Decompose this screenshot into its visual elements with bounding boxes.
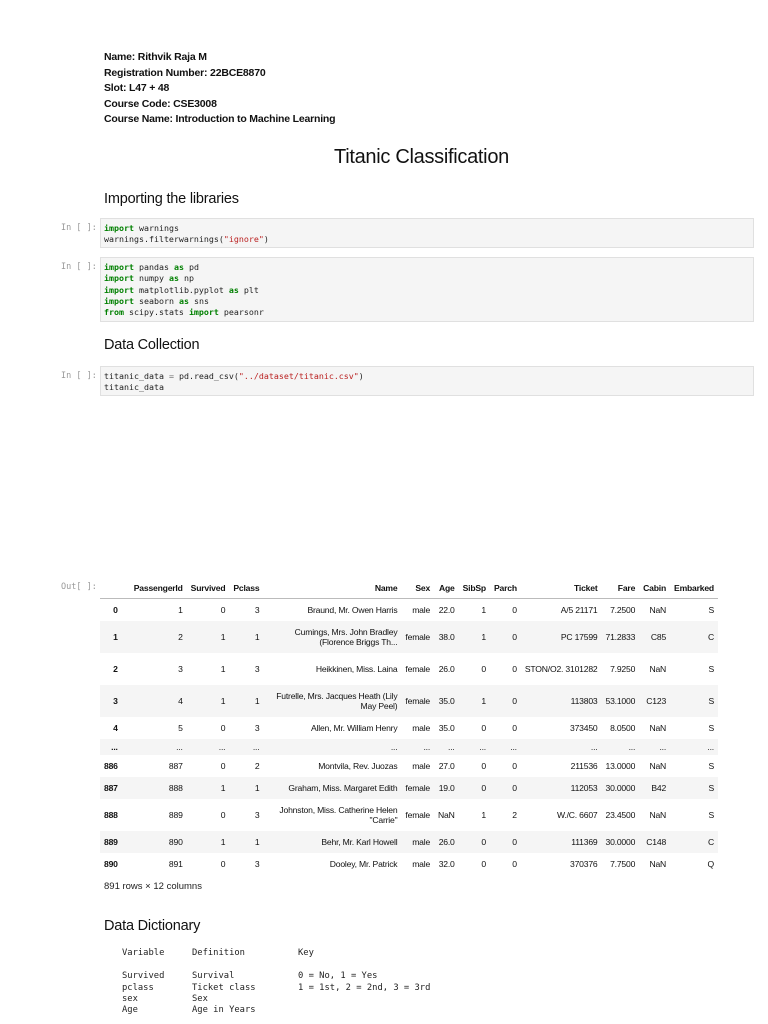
dictionary-cell: Age in Years — [192, 1005, 256, 1016]
dictionary-cell: Survived — [122, 971, 165, 982]
table-cell: 2 — [254, 760, 260, 771]
table-cell: PC 17599 — [560, 631, 598, 642]
table-cell: 889 — [168, 809, 183, 820]
table-cell: female — [405, 663, 431, 674]
table-cell: 30.0000 — [605, 836, 636, 847]
string-literal: "ignore" — [223, 234, 264, 245]
keyword: as — [168, 273, 179, 284]
table-cell: 1 — [220, 782, 226, 793]
table-cell: 0 — [481, 858, 486, 869]
dictionary-header-cell: Definition — [192, 948, 245, 958]
table-cell: ... — [510, 741, 517, 752]
section-heading-dictionary: Data Dictionary — [104, 918, 201, 934]
table-cell: 0 — [512, 858, 517, 869]
dictionary-row — [122, 1005, 458, 1016]
table-cell: ... — [252, 741, 260, 752]
table-header-row — [100, 578, 718, 599]
code-token: titanic_data — [104, 371, 164, 381]
row-index: 2 — [113, 663, 118, 674]
table-cell: W./C. 6607 — [556, 809, 598, 820]
dictionary-row — [122, 971, 458, 982]
table-cell: 3 — [178, 663, 183, 674]
table-cell: Johnston, Miss. Catherine Helen "Carrie" — [279, 804, 398, 825]
table-cell: 1 — [220, 836, 226, 847]
table-row — [100, 799, 718, 831]
keyword: as — [173, 262, 184, 272]
student-info — [104, 50, 335, 128]
table-cell: 13.0000 — [605, 760, 636, 771]
keyword: import — [104, 284, 134, 295]
dictionary-row — [122, 994, 458, 1005]
input-prompt: In [ ]: — [61, 371, 97, 381]
course-code: Course Code: CSE3008 — [104, 97, 217, 110]
row-index: 888 — [104, 809, 118, 820]
table-cell: C123 — [646, 695, 667, 706]
input-prompt: In [ ]: — [61, 223, 97, 233]
table-cell: 891 — [168, 858, 183, 869]
table-row — [100, 685, 718, 717]
dictionary-cell: Age — [122, 1005, 138, 1016]
table-cell: 3 — [254, 809, 260, 820]
dictionary-cell: Ticket class — [192, 982, 256, 993]
keyword: import — [104, 262, 134, 272]
table-row — [100, 599, 718, 621]
table-cell: 3 — [254, 858, 260, 869]
table-cell: Cumings, Mrs. John Bradley (Florence Briggs Th... — [294, 626, 398, 647]
table-cell: 888 — [168, 782, 183, 793]
table-cell: S — [708, 695, 714, 706]
code-token: pandas — [138, 262, 169, 272]
table-cell: S — [708, 782, 714, 793]
table-cell: 0 — [481, 722, 486, 733]
dictionary-header-cell: Variable — [122, 948, 165, 958]
table-row — [100, 853, 718, 875]
table-cell: male — [412, 858, 431, 869]
table-cell: Behr, Mr. Karl Howell — [321, 836, 398, 847]
table-cell: 53.1000 — [605, 695, 636, 706]
table-cell: 0 — [512, 604, 517, 615]
table-cell: S — [708, 604, 714, 615]
section-heading-importing: Importing the libraries — [104, 191, 239, 207]
table-cell: 3 — [254, 663, 260, 674]
string-literal: "../dataset/titanic.csv" — [238, 371, 359, 381]
table-cell: 71.2833 — [605, 631, 636, 642]
table-cell: 2 — [178, 631, 183, 642]
table-cell: ... — [659, 741, 667, 752]
row-index: 0 — [113, 604, 118, 615]
column-header: Fare — [601, 578, 639, 599]
column-header: Embarked — [670, 578, 718, 599]
index-header — [100, 578, 130, 599]
dictionary-header — [122, 948, 458, 959]
table-cell: 0 — [220, 760, 226, 771]
table-cell: NaN — [649, 722, 667, 733]
table-cell: 0 — [512, 760, 517, 771]
table-cell: 0 — [512, 722, 517, 733]
table-cell: 5 — [178, 722, 183, 733]
table-cell: NaN — [649, 760, 667, 771]
table-cell: 0 — [220, 604, 226, 615]
table-cell: male — [412, 836, 431, 847]
table-cell: 1 — [178, 604, 183, 615]
table-cell: ... — [590, 741, 598, 752]
dictionary-cell: 0 = No, 1 = Yes — [298, 971, 378, 982]
slot: Slot: L47 + 48 — [104, 82, 170, 94]
table-cell: STON/O2. 3101282 — [524, 663, 598, 674]
table-cell: 19.0 — [438, 782, 455, 793]
table-cell: 0 — [481, 836, 486, 847]
table-cell: B42 — [651, 782, 667, 793]
table-cell: 32.0 — [438, 858, 455, 869]
table-cell: 7.7500 — [610, 858, 636, 869]
column-header: Name — [263, 578, 401, 599]
code-token: plt — [243, 284, 259, 295]
table-row — [100, 739, 718, 755]
table-cell: Montvila, Rev. Juozas — [318, 760, 398, 771]
table-cell: Futrelle, Mrs. Jacques Heath (Lily May Peel) — [276, 690, 398, 711]
table-cell: ... — [176, 741, 183, 752]
dictionary-cell: pclass — [122, 982, 154, 993]
table-row — [100, 777, 718, 799]
table-cell: 112053 — [570, 782, 598, 793]
row-index: 887 — [104, 782, 118, 793]
dictionary-row — [122, 983, 458, 994]
table-cell: 35.0 — [438, 722, 455, 733]
table-cell: 1 — [220, 695, 226, 706]
table-cell: 3 — [254, 722, 260, 733]
table-cell: C148 — [646, 836, 667, 847]
keyword: as — [178, 295, 189, 306]
code-token: np — [183, 273, 194, 284]
table-cell: 27.0 — [438, 760, 455, 771]
table-cell: 0 — [481, 663, 486, 674]
code-token: seaborn — [138, 295, 174, 306]
keyword: from — [104, 307, 124, 318]
row-index: 886 — [104, 760, 118, 771]
table-cell: C85 — [650, 631, 667, 642]
table-cell: 0 — [481, 782, 486, 793]
table-cell: C — [707, 836, 714, 847]
table-cell: 23.4500 — [605, 809, 636, 820]
table-row — [100, 653, 718, 685]
table-cell: 0 — [220, 722, 226, 733]
dataframe-shape: 891 rows × 12 columns — [104, 881, 202, 892]
table-cell: 370376 — [570, 858, 598, 869]
table-cell: ... — [628, 741, 636, 752]
table-cell: 1 — [220, 631, 226, 642]
table-cell: 113803 — [570, 695, 598, 706]
code-token: ) — [358, 371, 364, 381]
column-header: Parch — [490, 578, 521, 599]
table-cell: 1 — [481, 604, 486, 615]
table-cell: NaN — [649, 604, 667, 615]
row-index: 1 — [113, 631, 118, 642]
operator: = — [168, 371, 174, 381]
table-cell: ... — [707, 741, 714, 752]
table-cell: 0 — [220, 858, 226, 869]
code-cell-imports[interactable] — [100, 257, 754, 322]
code-token: matplotlib.pyplot — [138, 284, 224, 295]
table-cell: S — [708, 760, 714, 771]
column-header: Ticket — [521, 578, 602, 599]
table-cell: female — [405, 809, 431, 820]
table-cell: S — [708, 663, 714, 674]
column-header: Cabin — [639, 578, 670, 599]
table-cell: 1 — [481, 631, 486, 642]
course-name: Course Name: Introduction to Machine Learning — [104, 113, 336, 125]
row-index: 4 — [113, 722, 118, 733]
table-cell: S — [708, 722, 714, 733]
table-cell: Q — [707, 858, 714, 869]
table-cell: NaN — [649, 809, 667, 820]
table-cell: male — [412, 760, 431, 771]
code-token: pd — [188, 262, 199, 272]
table-cell: 1 — [254, 695, 260, 706]
table-cell: 0 — [481, 760, 486, 771]
table-cell: ... — [218, 741, 226, 752]
table-row — [100, 831, 718, 853]
table-cell: ... — [448, 741, 455, 752]
row-index: 3 — [113, 695, 118, 706]
table-cell: 1 — [481, 809, 486, 820]
table-cell: 0 — [512, 836, 517, 847]
row-index: 890 — [104, 858, 118, 869]
table-cell: A/5 21171 — [560, 604, 598, 615]
table-cell: 0 — [220, 809, 226, 820]
code-cell-read-csv[interactable] — [100, 366, 754, 396]
row-index: ... — [111, 741, 118, 752]
table-cell: 373450 — [570, 722, 598, 733]
table-cell: female — [405, 695, 431, 706]
table-cell: 35.0 — [438, 695, 455, 706]
table-cell: female — [405, 782, 431, 793]
input-prompt: In [ ]: — [61, 262, 97, 272]
page-title: Titanic Classification — [334, 146, 509, 168]
table-cell: Heikkinen, Miss. Laina — [315, 663, 398, 674]
dictionary-cell — [298, 994, 458, 1005]
table-cell: NaN — [649, 663, 667, 674]
dictionary-cell: Sex — [192, 993, 208, 1004]
dictionary-cell: Survival — [192, 971, 235, 982]
dictionary-cell: sex — [122, 993, 138, 1004]
column-header: PassengerId — [130, 578, 187, 599]
dictionary-header-cell: Key — [298, 948, 314, 958]
table-cell: 22.0 — [438, 604, 455, 615]
table-row — [100, 621, 718, 653]
table-cell: S — [708, 809, 714, 820]
table-cell: 2 — [512, 809, 517, 820]
registration-number: Registration Number: 22BCE8870 — [104, 66, 266, 79]
code-token: warnings — [138, 223, 179, 233]
column-header: SibSp — [459, 578, 490, 599]
column-header: Survived — [187, 578, 230, 599]
dictionary-cell — [298, 1005, 458, 1016]
output-prompt: Out[ ]: — [61, 582, 97, 592]
code-token: sns — [193, 295, 209, 306]
table-cell: Dooley, Mr. Patrick — [329, 858, 398, 869]
table-cell: ... — [479, 741, 486, 752]
table-cell: 211536 — [570, 760, 598, 771]
table-cell: Graham, Miss. Margaret Edith — [288, 782, 398, 793]
dataframe-table — [100, 578, 718, 875]
table-row — [100, 717, 718, 739]
table-cell: NaN — [438, 809, 455, 820]
code-token: ) — [263, 234, 269, 245]
table-cell: 1 — [220, 663, 226, 674]
table-cell: 0 — [512, 782, 517, 793]
table-cell: 1 — [481, 695, 486, 706]
table-cell: 26.0 — [438, 663, 455, 674]
table-cell: C — [707, 631, 714, 642]
table-cell: 0 — [512, 695, 517, 706]
code-token: titanic_data — [104, 382, 164, 393]
table-cell: 0 — [512, 631, 517, 642]
keyword: as — [228, 284, 239, 295]
student-name: Name: Rithvik Raja M — [104, 51, 207, 63]
table-cell: 0 — [512, 663, 517, 674]
dictionary-cell: 1 = 1st, 2 = 2nd, 3 = 3rd — [298, 982, 431, 993]
table-cell: 4 — [178, 695, 183, 706]
column-header: Age — [434, 578, 459, 599]
table-cell: NaN — [649, 858, 667, 869]
table-cell: 7.9250 — [610, 663, 636, 674]
table-row — [100, 755, 718, 777]
table-cell: 8.0500 — [610, 722, 636, 733]
table-cell: 111369 — [571, 836, 598, 847]
code-token: numpy — [138, 273, 164, 284]
section-heading-collection: Data Collection — [104, 337, 200, 353]
keyword: import — [104, 295, 134, 306]
keyword: import — [104, 273, 134, 284]
code-token: scipy.stats — [128, 307, 184, 318]
table-cell: Allen, Mr. William Henry — [311, 722, 398, 733]
table-cell: 7.2500 — [610, 604, 636, 615]
table-cell: 30.0000 — [605, 782, 636, 793]
table-cell: male — [412, 604, 431, 615]
table-cell: 887 — [168, 760, 183, 771]
row-index: 889 — [104, 836, 118, 847]
table-cell: 890 — [168, 836, 183, 847]
table-cell: 1 — [254, 836, 260, 847]
table-cell: 38.0 — [438, 631, 455, 642]
table-cell: 3 — [254, 604, 260, 615]
table-cell: 26.0 — [438, 836, 455, 847]
table-cell: male — [412, 722, 431, 733]
table-cell: female — [405, 631, 431, 642]
column-header: Sex — [401, 578, 434, 599]
table-cell: 1 — [254, 782, 260, 793]
keyword: import — [188, 307, 219, 318]
keyword: import — [104, 223, 134, 233]
code-cell-warnings[interactable] — [100, 218, 754, 248]
column-header: Pclass — [229, 578, 263, 599]
table-cell: Braund, Mr. Owen Harris — [307, 604, 398, 615]
table-cell: ... — [423, 741, 431, 752]
code-token: pearsonr — [223, 307, 264, 318]
table-cell: 1 — [254, 631, 260, 642]
code-token: pd.read_csv( — [178, 371, 239, 381]
code-token: warnings.filterwarnings( — [104, 234, 224, 245]
data-dictionary — [122, 948, 458, 1016]
table-cell: ... — [390, 741, 398, 752]
